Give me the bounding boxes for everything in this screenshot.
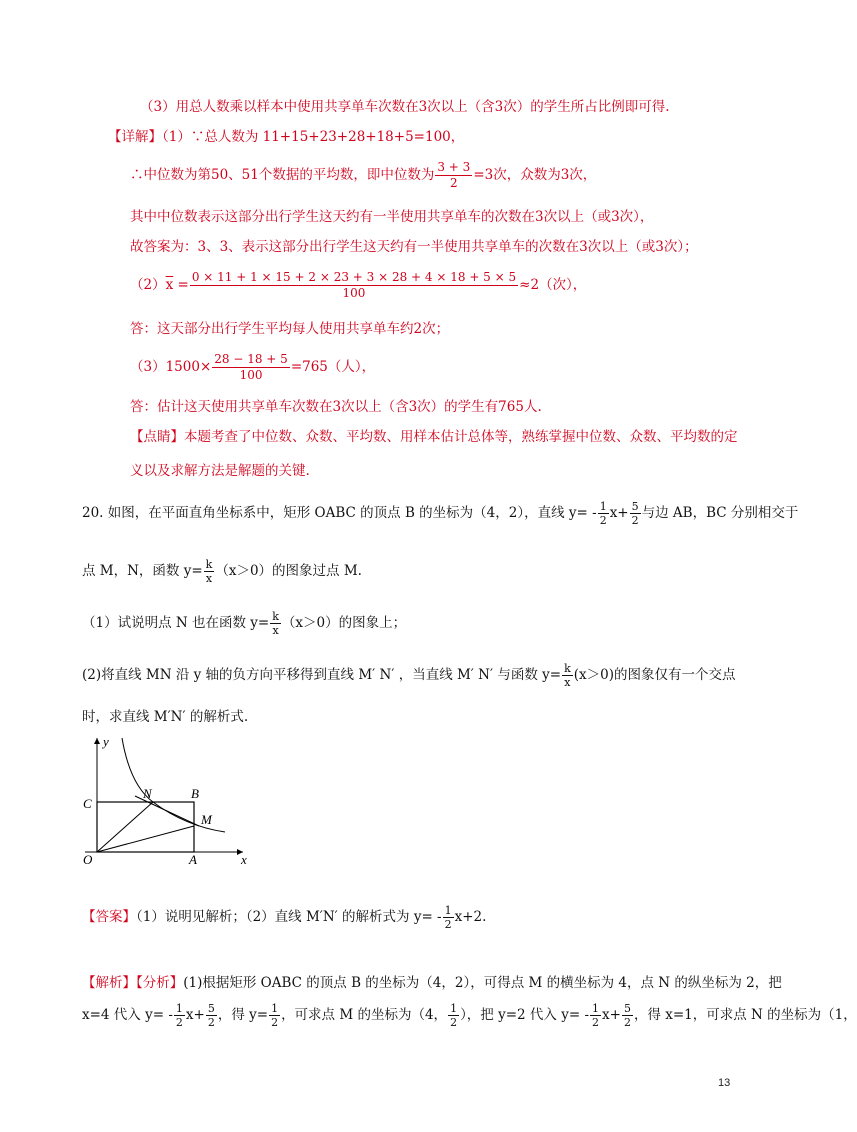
median-result: =3次，众数为3次， (473, 167, 597, 183)
label-c: C (83, 796, 92, 811)
fraction-numerator: 1 (599, 500, 607, 513)
fraction-numerator: 28 − 18 + 5 (214, 352, 288, 366)
label-b: B (191, 786, 199, 801)
solution-line-6 (130, 270, 586, 301)
fraction (622, 1002, 633, 1029)
question-text: （x＞0）的图象上； (281, 615, 407, 631)
problem-text: 与边 AB，BC 分别相交于 (641, 505, 799, 521)
rectangle-oabc (97, 802, 194, 852)
estimate-fraction (212, 352, 290, 383)
fraction (204, 558, 215, 585)
fraction-numerator: 5 (623, 1002, 631, 1015)
fraction-numerator: k (564, 662, 571, 675)
fraction-numerator: 5 (631, 500, 639, 513)
answer-text: （1）说明见解析；（2）直线 M′N′ 的解析式为 y= - (136, 909, 442, 925)
median-fraction (435, 160, 472, 191)
fraction-denominator: 100 (239, 368, 263, 382)
solution-line-4: 其中中位数表示这部分出行学生这天约有一半使用共享单车的次数在3次以上（或3次）， (130, 209, 654, 225)
fraction (206, 1002, 217, 1029)
analysis-text: ，可求点 M 的坐标为（4， (281, 1007, 448, 1023)
problem-20-question-1 (82, 610, 406, 637)
problem-20-line-2 (82, 558, 362, 585)
fraction (443, 904, 454, 931)
math-text: x+ (609, 505, 629, 521)
fraction-denominator: 2 (450, 176, 458, 190)
part-3-label: （3）1500× (130, 359, 212, 375)
solution-line-2 (108, 128, 464, 146)
page-number: 13 (718, 1077, 731, 1089)
fraction-denominator: x (272, 624, 279, 637)
mean-symbol: $\overline{x}$ (165, 277, 174, 293)
fraction-denominator: x (205, 572, 213, 585)
solution-line-5: 故答案为：3、3、表示这部分出行学生这天约有一半使用共享单车的次数在3次以上（或3次）； (130, 239, 698, 255)
solution-line-8 (130, 352, 375, 383)
fraction-denominator: 2 (444, 918, 452, 931)
solution-line-11: 义以及求解方法是解题的关键. (130, 463, 310, 479)
fraction-numerator: 0 × 11 + 1 × 15 + 2 × 23 + 3 × 28 + 4 × 18 + 5 × 5 (191, 270, 517, 284)
fraction-numerator: k (272, 610, 279, 623)
solution-line-10: 【点睛】本题考查了中位数、众数、平均数、用样本估计总体等，熟练掌握中位数、众数、平均数的定 (130, 429, 738, 445)
analysis-text: x+ (185, 1007, 205, 1023)
analysis-text: x=4 代入 y= - (82, 1007, 173, 1023)
fraction-numerator: 1 (450, 1002, 458, 1015)
label-o: O (83, 852, 93, 867)
detail-tag: 【详解】 (108, 129, 162, 145)
fraction (598, 500, 609, 527)
fraction-denominator: 2 (207, 1016, 215, 1029)
analysis-text: (1)根据矩形 OABC 的顶点 B 的坐标为（4，2），可得点 M 的横坐标为 4，点 N 的纵坐标为 2，把 (183, 975, 782, 991)
mean-result: ≈2（次）， (519, 277, 587, 293)
fraction (562, 662, 573, 689)
problem-text: 20. 如图，在平面直角坐标系中，矩形 OABC 的顶点 B 的坐标为（4，2），直线 y= - (82, 505, 597, 521)
problem-text: 点 M，N，函数 y= (82, 563, 203, 579)
analysis-text: ），把 y=2 代入 y= - (460, 1007, 590, 1023)
problem-20-line-1 (82, 500, 798, 527)
fraction (590, 1002, 601, 1029)
fraction (448, 1002, 459, 1029)
part-2-label: （2） (130, 277, 166, 293)
median-text: ∴中位数为第50、51个数据的平均数，即中位数为 (130, 167, 435, 183)
fraction-denominator: 2 (592, 1016, 600, 1029)
label-x: x (241, 852, 247, 867)
label-a: A (189, 852, 197, 867)
equals-sign: = (173, 277, 189, 293)
fraction-numerator: 3 + 3 (437, 160, 471, 174)
question-text: （1）试说明点 N 也在函数 y= (82, 615, 270, 631)
fraction-numerator: 1 (592, 1002, 600, 1015)
fraction-denominator: x (564, 676, 571, 689)
fraction-denominator: 2 (599, 514, 607, 527)
label-m: M (201, 812, 212, 827)
problem-20-question-2 (82, 662, 735, 689)
fraction-numerator: 5 (207, 1002, 215, 1015)
mean-fraction (190, 270, 518, 301)
analysis-tag: 【解析】【分析】 (82, 975, 184, 991)
question-text: (x＞0)的图象仅有一个交点 (573, 667, 736, 683)
fraction-denominator: 2 (450, 1016, 458, 1029)
fraction-numerator: 1 (444, 904, 452, 917)
fraction (270, 610, 281, 637)
solution-line-3 (130, 160, 596, 191)
fraction-numerator: 1 (271, 1002, 279, 1015)
fraction (174, 1002, 185, 1029)
fraction-numerator: 1 (175, 1002, 183, 1015)
detail-text: （1）∵总人数为 11+15+23+28+18+5=100， (162, 129, 465, 145)
analysis-text: ，得 x=1，可求点 N 的坐标为（1， (633, 1007, 857, 1023)
problem-text: （x＞0）的图象过点 M. (215, 563, 362, 579)
estimate-result: =765（人）， (290, 359, 376, 375)
label-n: N (143, 786, 152, 801)
answer-tag: 【答案】 (82, 909, 136, 925)
analysis-line-1 (82, 974, 782, 992)
solution-line-9: 答：估计这天使用共享单车次数在3次以上（含3次）的学生有765人. (130, 399, 542, 415)
fraction-denominator: 100 (342, 286, 366, 300)
problem-20-question-2-cont: 时，求直线 M′N′ 的解析式. (82, 709, 249, 725)
analysis-text: x+ (602, 1007, 621, 1023)
solution-line-7: 答：这天部分出行学生平均每人使用共享单车约2次； (130, 321, 450, 337)
fraction-numerator: k (205, 558, 213, 571)
analysis-text: ，得 y= (217, 1007, 269, 1023)
coordinate-figure (75, 730, 265, 870)
fraction-denominator: 2 (271, 1016, 279, 1029)
analysis-line-2 (82, 1002, 857, 1029)
question-text: (2)将直线 MN 沿 y 轴的负方向平移得到直线 M′ N′ ，当直线 M′ N′ 与函数 y= (82, 667, 562, 683)
solution-line-1: （3）用总人数乘以样本中使用共享单车次数在3次以上（含3次）的学生所占比例即可得. (140, 99, 670, 115)
fraction-denominator: 2 (623, 1016, 631, 1029)
fraction-denominator: 2 (175, 1016, 183, 1029)
answer-line (82, 904, 486, 931)
answer-text: x+2. (454, 909, 487, 925)
fraction-denominator: 2 (631, 514, 639, 527)
fraction (269, 1002, 280, 1029)
fraction (630, 500, 641, 527)
label-y: y (103, 734, 109, 749)
